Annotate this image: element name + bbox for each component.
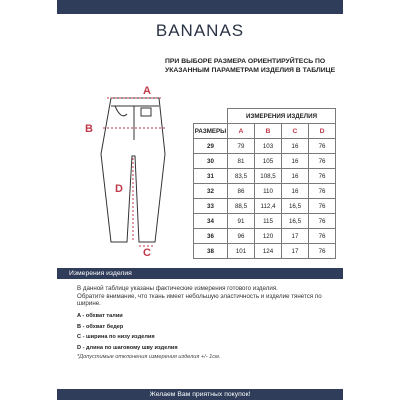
value-d: 76	[309, 169, 336, 184]
value-a: 79	[228, 139, 255, 154]
description	[77, 285, 327, 308]
tolerance-note: *Допустимые отклонения измерения изделия +/- 1см.	[77, 354, 221, 360]
value-b: 110	[255, 184, 282, 199]
value-b: 105	[255, 154, 282, 169]
brand-title: BANANAS	[155, 21, 245, 40]
label-b: B	[85, 123, 93, 135]
size-cell: 38	[194, 244, 228, 259]
column-b: B	[255, 124, 282, 139]
size-cell: 34	[194, 214, 228, 229]
label-a: A	[143, 85, 151, 97]
value-c: 16,5	[282, 199, 309, 214]
label-c: C	[143, 247, 151, 256]
size-cell: 36	[194, 229, 228, 244]
value-a: 88,5	[228, 199, 255, 214]
legend-item-b: B - обхват бедер	[77, 323, 124, 330]
value-a: 91	[228, 214, 255, 229]
value-c: 16	[282, 169, 309, 184]
value-c: 17	[282, 229, 309, 244]
value-b: 103	[255, 139, 282, 154]
top-band	[57, 0, 343, 14]
table-row	[194, 184, 336, 199]
trousers-figure	[77, 84, 189, 256]
value-b: 108,5	[255, 169, 282, 184]
value-d: 76	[309, 244, 336, 259]
sizes-header: РАЗМЕРЫ	[194, 124, 228, 139]
legend-item-a: A - обхват талии	[77, 313, 123, 319]
table-row	[194, 214, 336, 229]
section-title: Измерения изделия	[57, 268, 343, 279]
value-b: 115	[255, 214, 282, 229]
size-cell: 32	[194, 184, 228, 199]
front-pocket	[115, 106, 127, 116]
value-c: 16	[282, 139, 309, 154]
value-a: 101	[228, 244, 255, 259]
value-c: 16	[282, 154, 309, 169]
intro-text: ПРИ ВЫБОРЕ РАЗМЕРА ОРИЕНТИРУЙТЕСЬ ПО УКАЗАННЫМ ПАРАМЕТРАМ ИЗДЕЛИЯ В ТАБЛИЦЕ	[165, 58, 336, 74]
value-b: 112,4	[255, 199, 282, 214]
value-a: 96	[228, 229, 255, 244]
table-row	[194, 244, 336, 259]
value-d: 76	[309, 139, 336, 154]
legend-item-d: D - длина по шаговому шву изделия	[77, 344, 178, 351]
size-cell: 29	[194, 139, 228, 154]
table-row	[194, 154, 336, 169]
value-d: 76	[309, 184, 336, 199]
value-a: 86	[228, 184, 255, 199]
table-row	[194, 139, 336, 154]
value-b: 124	[255, 244, 282, 259]
column-d: D	[309, 124, 336, 139]
value-d: 76	[309, 154, 336, 169]
measurements-table	[193, 108, 335, 259]
column-a: A	[228, 124, 255, 139]
table-row	[194, 229, 336, 244]
table-row	[194, 169, 336, 184]
size-cell: 33	[194, 199, 228, 214]
value-c: 16	[282, 184, 309, 199]
value-a: 81	[228, 154, 255, 169]
value-b: 120	[255, 229, 282, 244]
footer-bar: Желаем Вам приятных покупок!	[57, 389, 343, 400]
value-c: 16,5	[282, 214, 309, 229]
measurement-legend	[77, 311, 277, 353]
column-c: C	[282, 124, 309, 139]
value-c: 17	[282, 244, 309, 259]
measurements-header: ИЗМЕРЕНИЯ ИЗДЕЛИЯ	[228, 109, 336, 124]
label-d: D	[115, 183, 123, 195]
value-d: 76	[309, 229, 336, 244]
size-cell: 31	[194, 169, 228, 184]
size-cell: 30	[194, 154, 228, 169]
coin-pocket	[141, 108, 151, 116]
value-d: 76	[309, 214, 336, 229]
description-line: Обратите внимание, что ткань имеет небольшую эластичность и изделие тянется по ширине.	[77, 292, 322, 307]
table-row	[194, 199, 336, 214]
table-corner	[194, 109, 228, 124]
value-d: 76	[309, 199, 336, 214]
size-chart-card	[57, 0, 343, 400]
legend-item-c: C - ширина по низу изделия	[77, 334, 155, 340]
value-a: 83,5	[228, 169, 255, 184]
description-line: В данной таблице указаны фактические измерения готового изделия.	[77, 285, 278, 292]
